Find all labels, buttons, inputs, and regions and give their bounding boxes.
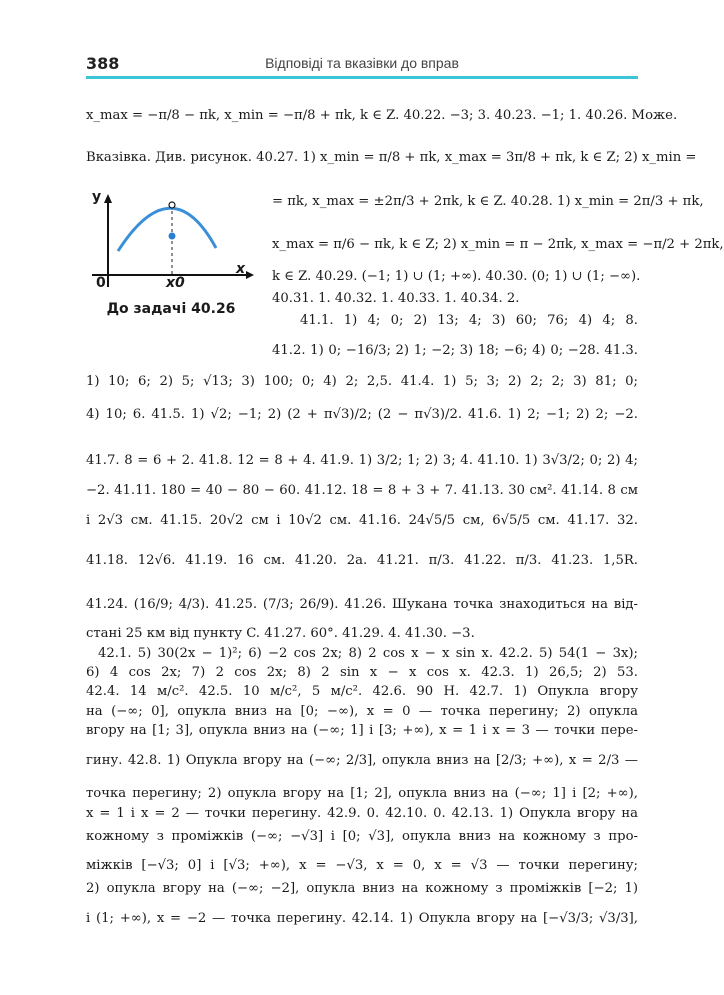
text-line: 41.2. 1) 0; −16/3; 2) 1; −2; 3) 18; −6; 4) 0; −28. 41.3. [272, 343, 638, 358]
x0-label: x0 [166, 275, 185, 291]
marked-point [169, 233, 176, 240]
text-line: 41.7. 8 = 6 + 2. 41.8. 12 = 8 + 4. 41.9. 1) 3/2; 1; 2) 3; 4. 41.10. 1) 3√3/2; 0; 2) 4; [86, 453, 638, 468]
x-axis-arrow-icon [246, 271, 254, 279]
text-line: 42.4. 14 м/с². 42.5. 10 м/с², 5 м/с². 42.6. 90 Н. 42.7. 1) Опукла вгору [86, 684, 638, 699]
text-line: 2) опукла вгору на (−∞; −2], опукла вниз на кожному з проміжків [−2; 1) [86, 881, 638, 896]
running-title: Відповіді та вказівки до вправ [265, 55, 459, 71]
concave-curve [118, 208, 216, 251]
text-line: 41.1. 1) 4; 0; 2) 13; 4; 3) 60; 76; 4) 4; 8. [300, 313, 638, 328]
page-number: 388 [86, 54, 120, 73]
text-line: 1) 10; 6; 2) 5; √13; 3) 100; 0; 4) 2; 2,5. 41.4. 1) 5; 3; 2) 2; 2; 3) 81; 0; [86, 374, 638, 389]
figure-caption: До задачі 40.26 [106, 301, 236, 317]
text-line: x_max = −π/8 − πk, x_min = −π/8 + πk, k ∈ Z. 40.22. −3; 3. 40.23. −1; 1. 40.26. Може. [86, 108, 678, 123]
text-line: вгору на [1; 3], опукла вниз на (−∞; 1] і [3; +∞), x = 1 і x = 3 — точки пере- [86, 723, 638, 738]
text-line: точка перегину; 2) опукла вгору на [1; 2], опукла вниз на (−∞; 1] і [2; +∞), [86, 786, 638, 801]
text-line: і 2√3 см. 41.15. 20√2 см і 10√2 см. 41.16. 24√5/5 см, 6√5/5 см. 41.17. 32. [86, 513, 638, 528]
text-line: k ∈ Z. 40.29. (−1; 1) ∪ (1; +∞). 40.30. (0; 1) ∪ (1; −∞). [272, 269, 641, 284]
text-line: 42.1. 5) 30(2x − 1)²; 6) −2 cos 2x; 8) 2 cos x − x sin x. 42.2. 5) 54(1 − 3x); [98, 646, 638, 661]
text-line: стані 25 км від пункту C. 41.27. 60°. 41.29. 4. 41.30. −3. [86, 626, 475, 641]
page-header [86, 52, 638, 78]
text-line: x = 1 і x = 2 — точки перегину. 42.9. 0. 42.10. 0. 42.13. 1) Опукла вгору на [86, 806, 638, 821]
text-line: кожному з проміжків (−∞; −√3] і [0; √3], опукла вниз на кожному з про- [86, 829, 638, 844]
header-rule [86, 76, 638, 79]
text-line: гину. 42.8. 1) Опукла вгору на (−∞; 2/3], опукла вниз на [2/3; +∞), x = 2/3 — [86, 753, 638, 768]
text-line: 41.18. 12√6. 41.19. 16 см. 41.20. 2a. 41.21. π/3. 41.22. π/3. 41.23. 1,5R. [86, 553, 638, 568]
text-line: і (1; +∞), x = −2 — точка перегину. 42.14. 1) Опукла вгору на [−√3/3; √3/3], [86, 911, 638, 926]
text-line: Вказівка. Див. рисунок. 40.27. 1) x_min = π/8 + πk, x_max = 3π/8 + πk, k ∈ Z; 2) x_min = [86, 150, 697, 165]
text-line: на (−∞; 0], опукла вниз на [0; −∞), x = 0 — точка перегину; 2) опукла [86, 704, 638, 719]
text-line: 6) 4 cos 2x; 7) 2 cos 2x; 8) 2 sin x − x cos x. 42.3. 1) 26,5; 2) 53. [86, 665, 638, 680]
y-axis-arrow-icon [104, 194, 112, 203]
text-line: −2. 41.11. 180 = 40 − 80 − 60. 41.12. 18 = 8 + 3 + 7. 41.13. 30 см². 41.14. 8 см [86, 483, 638, 498]
text-line: міжків [−√3; 0] і [√3; +∞), x = −√3, x = 0, x = √3 — точки перегину; [86, 858, 638, 873]
figure-40-26 [86, 189, 256, 317]
x-axis-label: x [236, 261, 246, 277]
curve-vertex-point [169, 202, 175, 208]
text-line: x_max = π/6 − πk, k ∈ Z; 2) x_min = π − 2πk, x_max = −π/2 + 2πk, [272, 237, 724, 252]
text-line: 41.24. (16/9; 4/3). 41.25. (7/3; 26/9). 41.26. Шукана точка знаходиться на від- [86, 597, 638, 612]
y-axis-label: y [92, 189, 102, 205]
text-line: = πk, x_max = ±2π/3 + 2πk, k ∈ Z. 40.28. 1) x_min = 2π/3 + πk, [272, 194, 704, 209]
text-line: 4) 10; 6. 41.5. 1) √2; −1; 2) (2 + π√3)/2; (2 − π√3)/2. 41.6. 1) 2; −1; 2) 2; −2. [86, 407, 638, 422]
text-line: 40.31. 1. 40.32. 1. 40.33. 1. 40.34. 2. [272, 291, 520, 306]
origin-label: 0 [96, 275, 106, 291]
